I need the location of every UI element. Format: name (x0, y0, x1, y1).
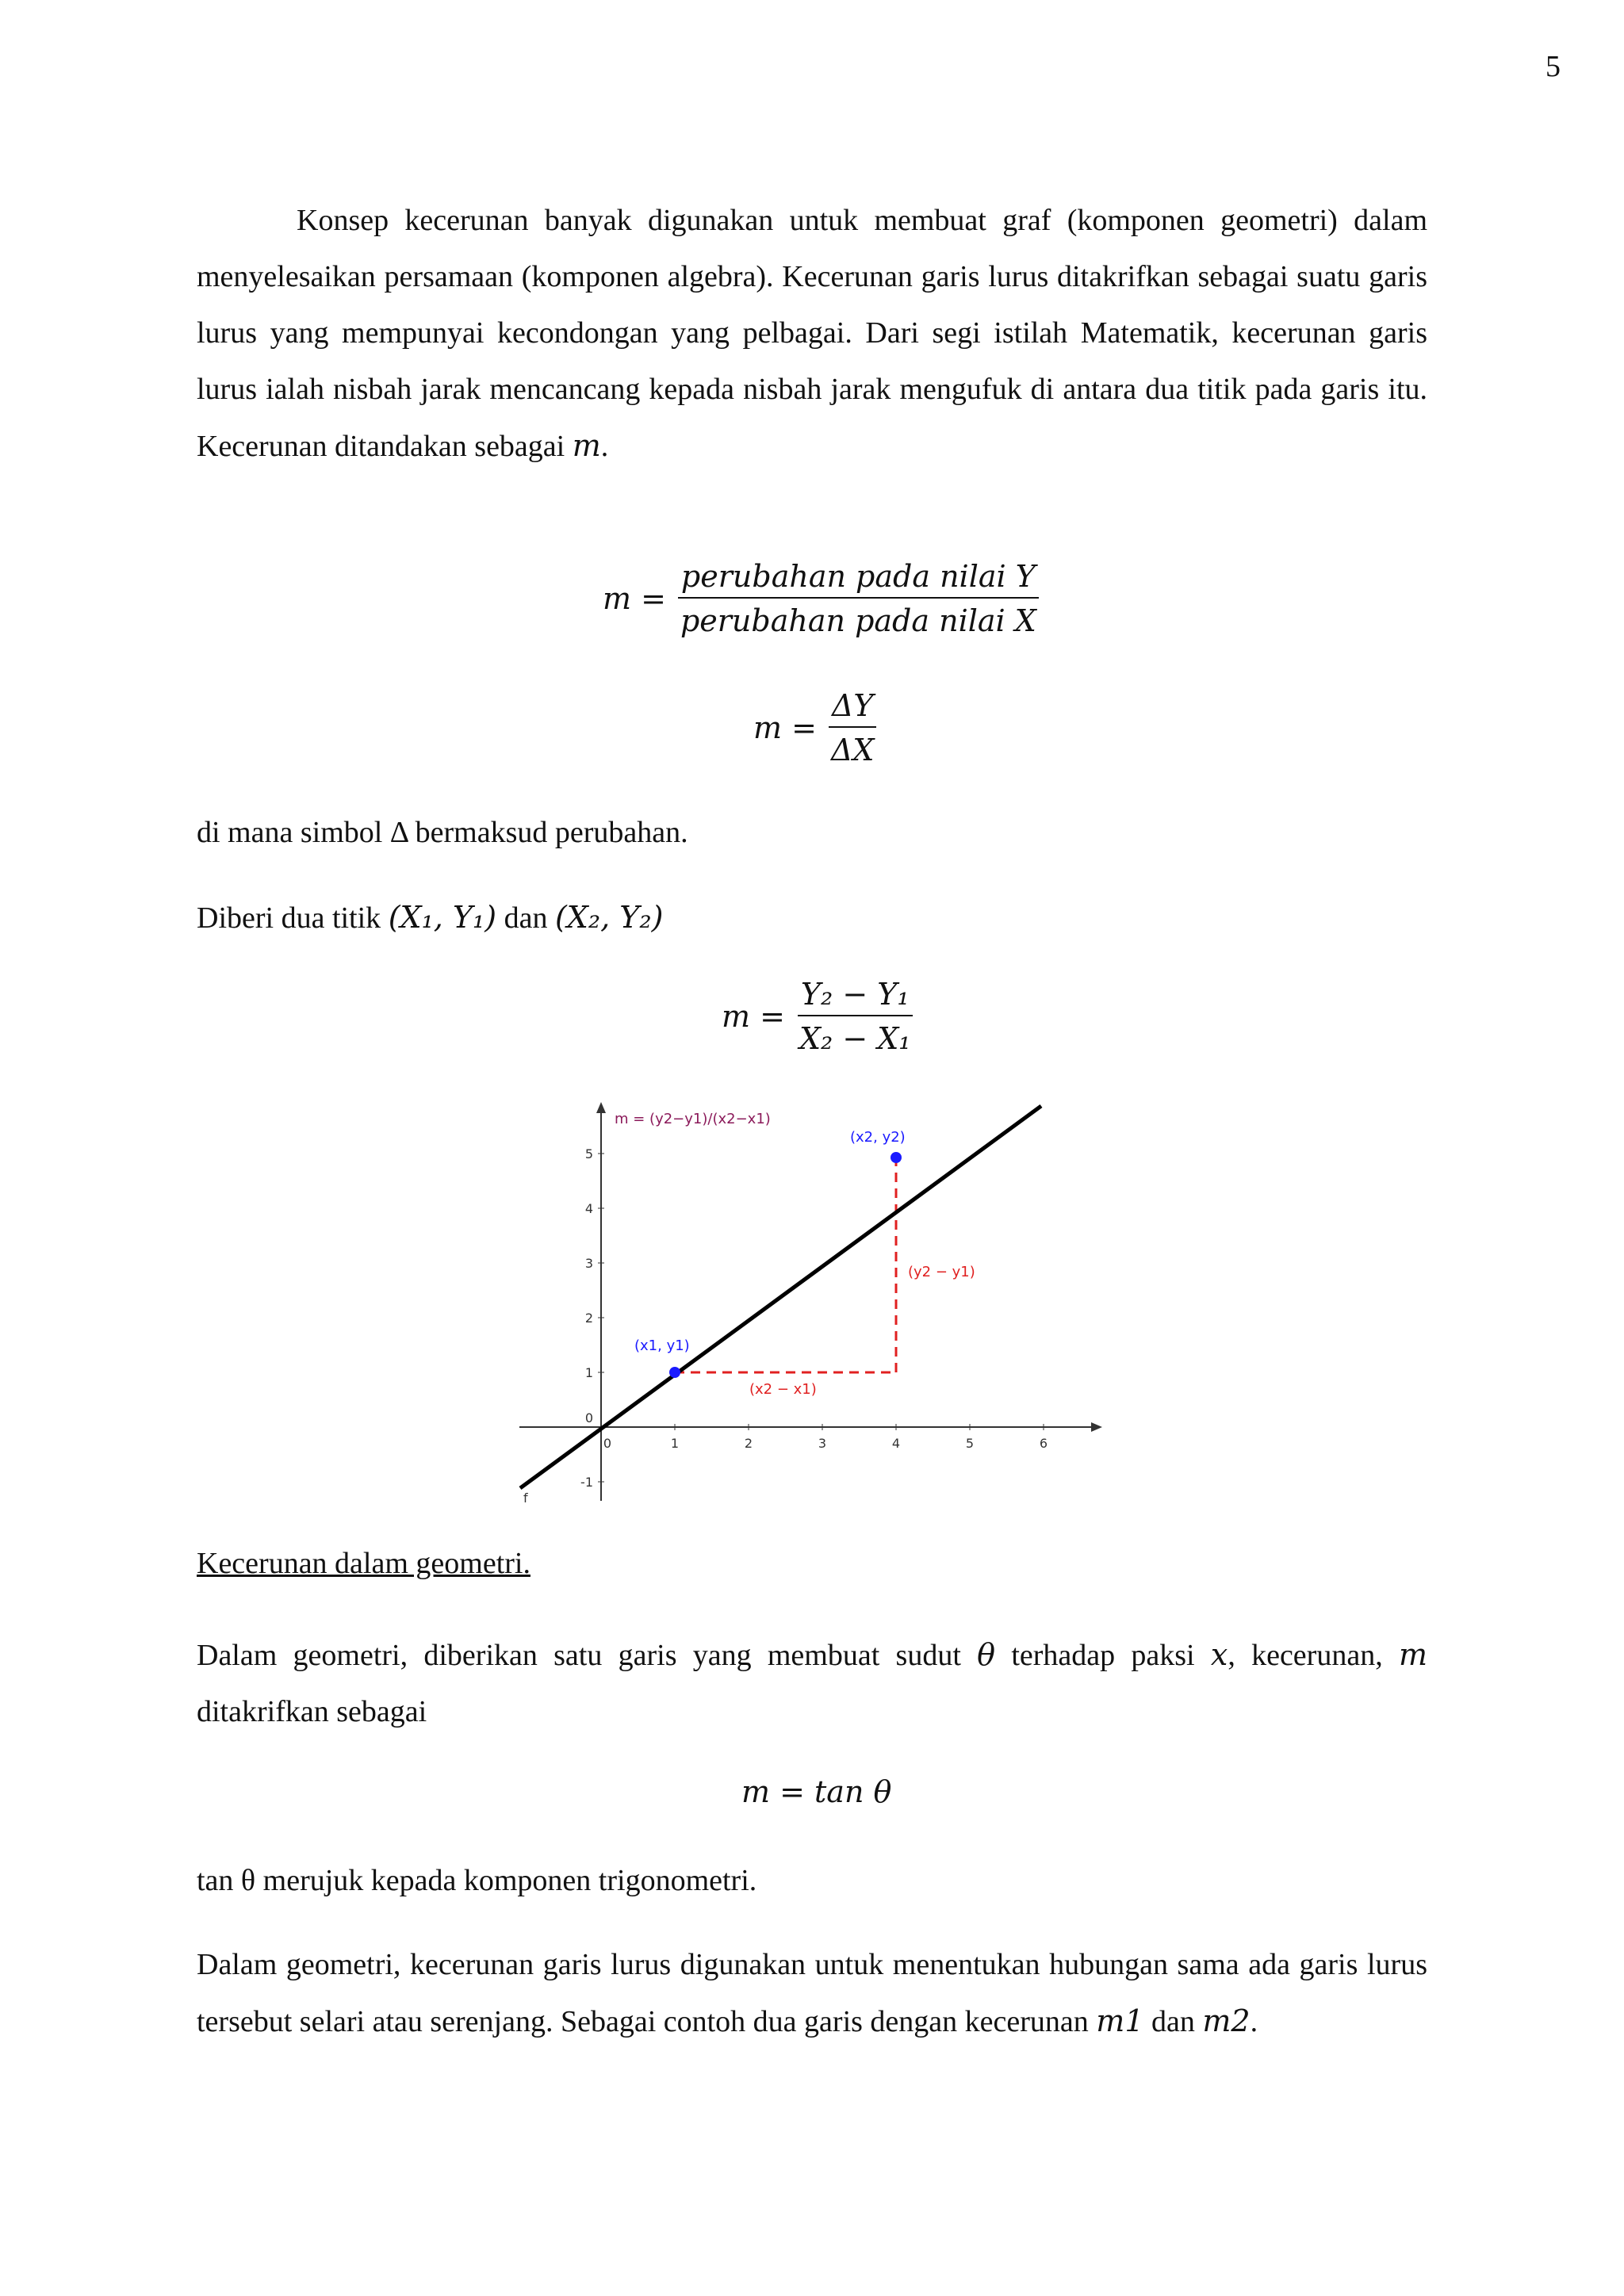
point-2-label: (x2, y2) (850, 1129, 906, 1146)
dx-label: (x2 − x1) (749, 1381, 817, 1398)
gradient-graph (508, 1098, 1118, 1510)
y-tick-label: 0 (584, 1410, 593, 1425)
two-points-paragraph: Diberi dua titik (X₁, Y₁) dan (X₂, Y₂) (197, 900, 664, 935)
y-tick-label: 5 (584, 1146, 593, 1161)
x-tick-label: 1 (670, 1436, 680, 1451)
x-tick-label: 3 (818, 1436, 827, 1451)
line-f (520, 1106, 1041, 1488)
equation-2: m = $\frac{\Delta Y}{\Delta X}$ (753, 688, 877, 767)
eq2-numerator: ΔY (829, 688, 877, 728)
eq3-denominator: X₂ − X₁ (799, 1021, 911, 1056)
formula-label: m = (y2−y1)/(x2−x1) (615, 1111, 771, 1127)
x-tick-label: 0 (603, 1436, 612, 1451)
x-axis-arrow (1091, 1422, 1102, 1432)
x-tick-label: 5 (965, 1436, 975, 1451)
y-axis-arrow (596, 1102, 606, 1113)
y-tick-label: 1 (584, 1365, 593, 1380)
dy-label: (y2 − y1) (908, 1264, 975, 1280)
y-tick-label: -1 (580, 1475, 593, 1490)
equation-4: m = tan θ (741, 1774, 892, 1809)
parallel-perpendicular-paragraph: Dalam geometri, kecerunan garis lurus digunakan untuk menentukan hubungan sama ada garis lurus tersebut selari atau serenjang. Sebagai contoh dua garis dengan kecerunan m1 dan m2. (197, 1948, 1427, 2038)
point-1 (669, 1367, 680, 1378)
x-tick-label: 2 (744, 1436, 753, 1451)
x-tick-label: 6 (1039, 1436, 1048, 1451)
geometry-paragraph: Dalam geometri, diberikan satu garis yang membuat sudut θ terhadap paksi x, kecerunan, m ditakrifkan sebagai (197, 1637, 1428, 1728)
line-f-label: f (523, 1490, 528, 1506)
intro-paragraph: Konsep kecerunan banyak digunakan untuk membuat graf (komponen geometri) dalam menyelesaikan persamaan (komponen algebra). Kecerunan garis lurus ditakrifkan sebagai suatu garis lurus yang mempunyai kecondongan yang pelbagai. Dari segi istilah Matematik, kecerunan garis lurus ialah nisbah jarak mencancang kepada nisbah jarak mengufuk di antara dua titik pada garis itu. Kecerunan ditandakan sebagai m. (197, 204, 1427, 463)
eq1-numerator: perubahan pada nilai Y (678, 559, 1039, 599)
y-tick-label: 2 (584, 1311, 593, 1326)
equation-3: m = $\frac{\text{Y₂ − Y₁}}{\text{X₂ − X₁}}$ (722, 977, 914, 1056)
delta-note: di mana simbol Δ bermaksud perubahan. (197, 816, 688, 849)
equation-1: m = $\frac{\text{perubahan pada nilai Y}}{\text{perubahan pada nilai X}}$ (603, 559, 1040, 638)
page-number: 5 (1545, 50, 1561, 83)
eq2-denominator: ΔX (830, 733, 875, 767)
eq3-numerator: Y₂ − Y₁ (798, 977, 913, 1016)
tan-paragraph: tan θ merujuk kepada komponen trigonometri. (197, 1864, 757, 1897)
x-tick-label: 4 (891, 1436, 901, 1451)
point-2 (891, 1152, 902, 1163)
section-heading: Kecerunan dalam geometri. (197, 1547, 530, 1580)
eq1-denominator: perubahan pada nilai X (680, 603, 1036, 638)
symbol-m: m (572, 428, 601, 463)
point-1-label: (x1, y1) (634, 1337, 690, 1354)
y-tick-label: 3 (584, 1256, 593, 1271)
y-tick-label: 4 (584, 1201, 593, 1216)
x-ticks (601, 1424, 1048, 1451)
